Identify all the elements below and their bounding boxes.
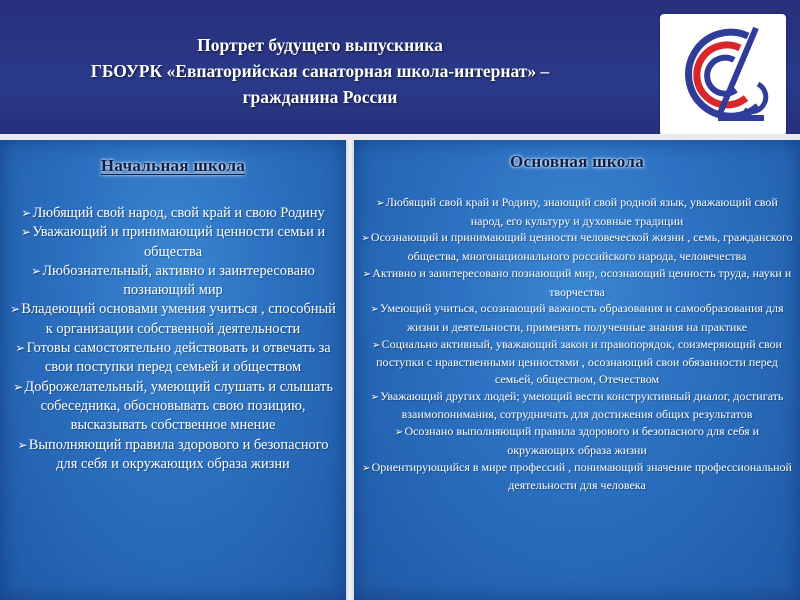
bullet-arrow-icon: ➢: [394, 427, 404, 439]
list-item: [360, 336, 794, 388]
list-item-text: Любящий свой край и Родину, знающий свой родной язык, уважающий свой народ, его культуру и духовные традиции: [385, 195, 778, 228]
secondary-school-panel: [354, 140, 800, 600]
bullet-arrow-icon: ➢: [376, 198, 385, 209]
bullet-arrow-icon: ➢: [20, 225, 32, 240]
list-item: [6, 223, 340, 262]
title-line-1: Портрет будущего выпускника: [197, 35, 443, 55]
bullet-arrow-icon: ➢: [21, 206, 32, 220]
list-item-text: Уважающий и принимающий ценности семьи и общества: [32, 224, 326, 260]
list-item: [6, 378, 340, 436]
list-item-text: Осознающий и принимающий ценности человеческой жизни , семь, гражданского общества, многонационального российского народа, человечества: [370, 230, 793, 264]
list-item-text: Любознательный, активно и заинтересовано познающий мир: [42, 262, 315, 299]
list-item-text: Готовы самостоятельно действовать и отвечать за свои поступки перед семьей и обществом: [26, 340, 331, 376]
bullet-arrow-icon: ➢: [372, 339, 381, 351]
list-item-text: Уважающий других людей; умеющий вести конструктивный диалог, достигать взаимопонимания, сотрудничать для достижения общих результатов: [380, 388, 784, 422]
list-item-text: Выполняющий правила здорового и безопасного для себя и окружающих образа жизни: [28, 436, 329, 472]
bullet-arrow-icon: ➢: [17, 437, 28, 452]
primary-school-heading: Начальная школа: [100, 156, 246, 175]
list-item: [6, 300, 340, 339]
primary-school-list: [6, 204, 340, 474]
school-logo: [660, 14, 786, 136]
list-item: [360, 300, 794, 335]
list-item-text: Любящий свой народ, свой край и свою Родину: [32, 205, 325, 221]
list-item: [6, 204, 340, 223]
page-title: [0, 32, 640, 110]
list-item: [360, 388, 794, 423]
bullet-arrow-icon: ➢: [10, 302, 21, 317]
list-item-text: Умеющий учиться, осознающий важность образования и самообразования для жизни и деятельности, применять полученные знания на практике: [380, 301, 784, 334]
bullet-arrow-icon: ➢: [362, 462, 371, 474]
list-item-text: Осознано выполняющий правила здорового и безопасного для себя и окружающих образа жизни: [404, 424, 760, 457]
list-item-text: Ориентирующийся в мире профессий , понимающий значение профессиональной деятельности для человека: [371, 459, 792, 493]
list-item-text: Владеющий основами умения учиться , способный к организации собственной деятельности: [21, 301, 336, 337]
bullet-arrow-icon: ➢: [370, 304, 380, 316]
list-item: [360, 194, 794, 229]
list-item: [360, 423, 794, 458]
bullet-arrow-icon: ➢: [31, 263, 42, 278]
list-item: [360, 459, 794, 494]
list-item-text: Доброжелательный, умеющий слушать и слышать собеседника, обосновывать свою позицию, высказывать собственное мнение: [24, 378, 333, 434]
bullet-arrow-icon: ➢: [361, 233, 370, 245]
list-item-text: Социально активный, уважающий закон и правопорядок, соизмеряющий свои поступки с нравственными ценностями , осознающий свои обязанности перед семьей, обществом, Отечеством: [376, 336, 782, 387]
bullet-arrow-icon: ➢: [13, 379, 24, 394]
list-item: [360, 229, 794, 264]
list-item-text: Активно и заинтересовано познающий мир, осознающий ценность труда, науки и творчества: [372, 265, 792, 299]
primary-school-panel: [0, 140, 346, 600]
column-divider: [346, 140, 354, 600]
bullet-arrow-icon: ➢: [370, 391, 380, 403]
title-line-2: ГБОУРК «Евпаторийская санаторная школа-интернат» –: [90, 61, 550, 81]
bullet-arrow-icon: ➢: [362, 268, 372, 280]
list-item: [360, 265, 794, 300]
secondary-school-list: [360, 194, 794, 494]
school-logo-icon: [660, 14, 786, 136]
title-line-3: гражданина России: [242, 87, 398, 107]
list-item: [6, 339, 340, 378]
list-item: [6, 262, 340, 301]
bullet-arrow-icon: ➢: [15, 341, 26, 356]
list-item: [6, 436, 340, 475]
secondary-school-heading: Основная школа: [510, 152, 644, 171]
